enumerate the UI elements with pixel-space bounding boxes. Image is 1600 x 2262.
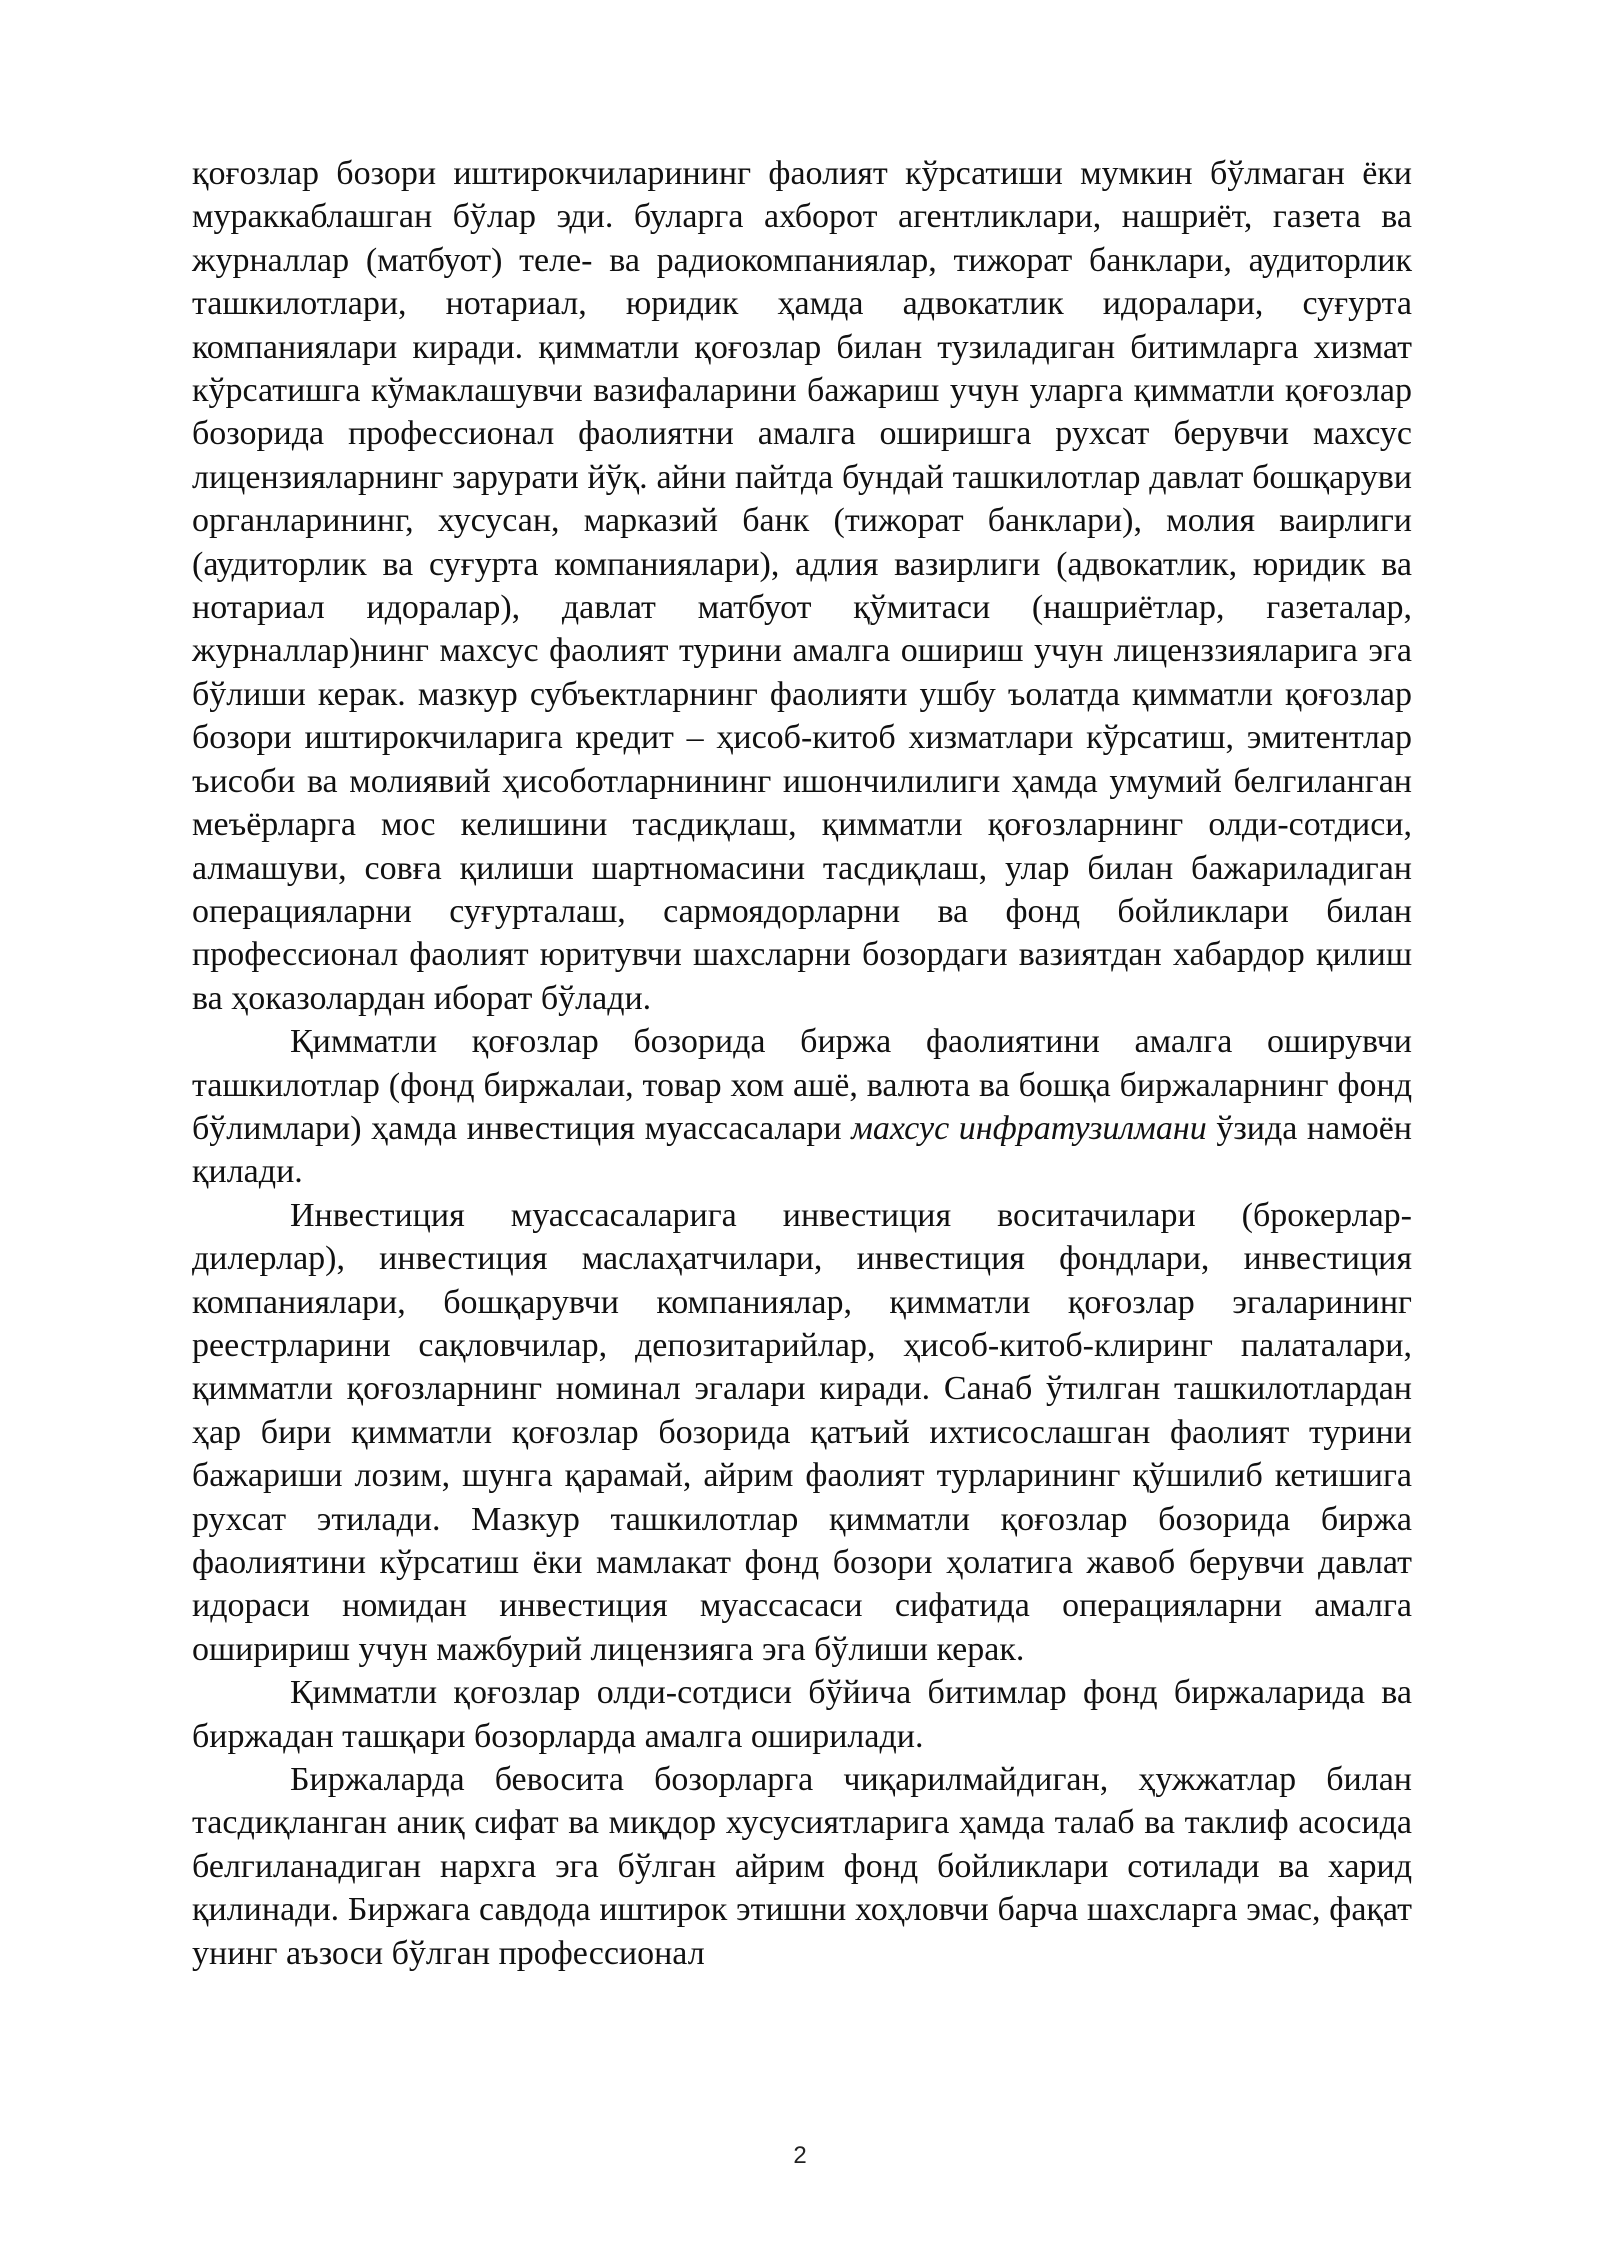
paragraph-2 — [192, 1020, 1412, 1194]
paragraph-2-text-start: Қимматли қоғозлар бозорида биржа фаолиятини амалга оширувчи ташкилотлар (фонд биржалаи, товар хом ашё, валюта ва бошқа биржаларнинг фонд бўлимлари) ҳамда инвестиция муассасалари — [192, 1023, 1412, 1147]
paragraph-3: Инвестиция муассасаларига инвестиция воситачилари (брокерлар-дилерлар), инвестиция маслаҳатчилари, инвестиция фондлари, инвестиция компаниялари, бошқарувчи компаниялар, қимматли қоғозлар эгаларининг реестрларини сақловчилар, депозитарийлар, ҳисоб-китоб-клиринг палаталари, қимматли қоғозларнинг номинал эгалари киради. Санаб ўтилган ташкилотлардан ҳар бири қимматли қоғозлар бозорида қатъий ихтисослашган фаолият турини бажариши лозим, шунга қарамай, айрим фаолият турларининг қўшилиб кетишига рухсат этилади. Мазкур ташкилотлар қимматли қоғозлар бозорида биржа фаолиятини кўрсатиш ёки мамлакат фонд бозори ҳолатига жавоб берувчи давлат идораси номидан инвестиция муассасаси сифатида операцияларни амалга оширириш учун мажбурий лицензияга эга бўлиши керак. — [192, 1196, 1412, 1668]
paragraph-5: Биржаларда бевосита бозорларга чиқарилмайдиган, ҳужжатлар билан тасдиқланган аниқ сифат ва миқдор хусусиятларига ҳамда талаб ва таклиф асосида белгиланадиган нархга эга бўлган айрим фонд бойликлари сотилади ва харид қилинади. Биржага савдода иштирок этишни хоҳловчи барча шахсларга эмас, фақат унинг аъзоси бўлган профессионал — [192, 1761, 1412, 1972]
paragraph-2-italic-term: махсус инфратузилмани — [851, 1109, 1207, 1147]
paragraph-4: Қимматли қоғозлар олди-сотдиси бўйича битимлар фонд биржаларида ва биржадан ташқари бозорларда амалга оширилади. — [192, 1674, 1412, 1755]
paragraph-2-text-end: ўзида намоён қилади. — [192, 1109, 1412, 1191]
document-body — [192, 152, 1412, 1975]
paragraph-1: қоғозлар бозори иштирокчиларининг фаолият кўрсатиши мумкин бўлмаган ёки мураккаблашган бўлар эди. буларга ахборот агентликлари, нашриёт, газета ва журналлар (матбуот) теле- ва радиокомпаниялар, тижорат банклари, аудиторлик ташкилотлари, нотариал, юридик ҳамда адвокатлик идоралари, суғурта компаниялари киради. қимматли қоғозлар билан тузиладиган битимларга хизмат кўрсатишга кўмаклашувчи вазифаларини бажариш учун уларга қимматли қоғозлар бозорида профессионал фаолиятни амалга оширишга рухсат берувчи махсус лицензияларнинг зарурати йўқ. айни пайтда бундай ташкилотлар давлат бошқаруви органларининг, хусусан, марказий банк (тижорат банклари), молия ваирлиги (аудиторлик ва суғурта компаниялари), адлия вазирлиги (адвокатлик, юридик ва нотариал идоралар), давлат матбуот қўмитаси (нашриётлар, газеталар, журналлар)нинг махсус фаолият турини амалга ошириш учун лиценззияларига эга бўлиши керак. мазкур субъектларнинг фаолияти ушбу ъолатда қимматли қоғозлар бозори иштирокчиларига кредит – ҳисоб-китоб хизматлари кўрсатиш, эмитентлар ъисоби ва молиявий ҳисоботларнининг ишончилилиги ҳамда умумий белгиланган меъёрларга мос келишини тасдиқлаш, қимматли қоғозларнинг олди-сотдиси, алмашуви, совға қилиши шартномасини тасдиқлаш, улар билан бажариладиган операцияларни суғурталаш, сармоядорларни ва фонд бойликлари билан профессионал фаолият юритувчи шахсларни бозордаги вазиятдан хабардор қилиш ва ҳоказолардан иборат бўлади. — [192, 155, 1412, 1017]
page-number: 2 — [793, 2142, 807, 2169]
